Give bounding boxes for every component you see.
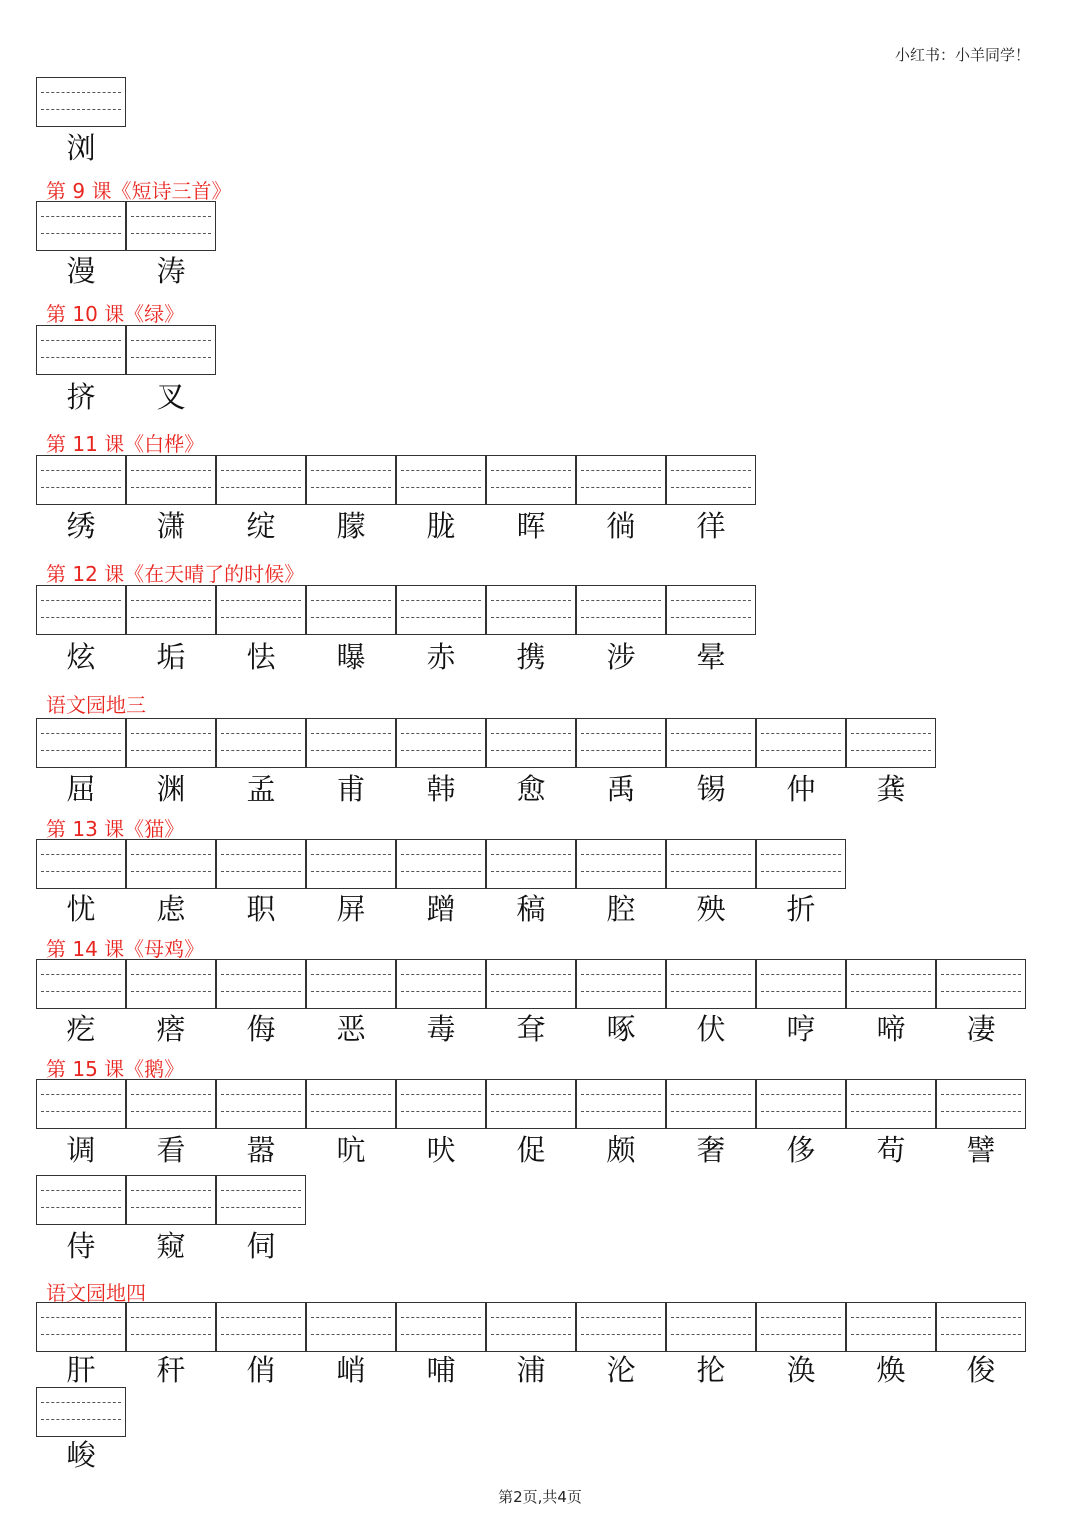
vocab-character: 窥	[156, 1229, 186, 1263]
character-row	[36, 1009, 1026, 1049]
writing-cell[interactable]	[756, 718, 846, 768]
writing-cell[interactable]	[576, 1302, 666, 1352]
writing-cell[interactable]	[126, 1302, 216, 1352]
vocab-character: 忧	[66, 892, 96, 926]
writing-cell[interactable]	[936, 959, 1026, 1009]
vocab-character: 浦	[516, 1353, 546, 1387]
vocab-character: 胧	[426, 509, 456, 543]
vocab-character: 绽	[246, 509, 276, 543]
writing-grid	[36, 959, 1026, 1009]
vocab-character: 炫	[66, 640, 96, 674]
writing-cell[interactable]	[126, 839, 216, 889]
vocab-character: 耷	[516, 1012, 546, 1046]
vocab-character: 哺	[426, 1353, 456, 1387]
vocab-character: 韩	[426, 772, 456, 806]
vocab-character: 俏	[246, 1353, 276, 1387]
vocab-character: 峻	[66, 1438, 96, 1472]
vocab-character: 毒	[426, 1012, 456, 1046]
writing-cell[interactable]	[126, 718, 216, 768]
writing-cell[interactable]	[486, 718, 576, 768]
writing-cell[interactable]	[486, 839, 576, 889]
writing-cell[interactable]	[486, 959, 576, 1009]
vocab-character: 颇	[606, 1133, 636, 1167]
vocab-character: 蹭	[426, 892, 456, 926]
writing-cell[interactable]	[756, 1302, 846, 1352]
vocab-character: 漫	[66, 254, 96, 288]
writing-cell[interactable]	[756, 839, 846, 889]
writing-cell[interactable]	[36, 839, 126, 889]
writing-grid	[36, 839, 846, 889]
writing-grid	[36, 455, 756, 505]
vocab-character: 潇	[156, 509, 186, 543]
writing-cell[interactable]	[396, 1079, 486, 1129]
vocab-character: 渊	[156, 772, 186, 806]
writing-cell[interactable]	[396, 455, 486, 505]
vocab-character: 愈	[516, 772, 546, 806]
writing-cell[interactable]	[36, 1387, 126, 1437]
vocab-character: 叉	[156, 380, 186, 414]
writing-cell[interactable]	[216, 455, 306, 505]
writing-cell[interactable]	[36, 718, 126, 768]
writing-cell[interactable]	[126, 201, 216, 251]
character-row	[36, 128, 126, 168]
writing-cell[interactable]	[936, 1079, 1026, 1129]
character-row	[36, 1226, 306, 1266]
vocab-character: 稿	[516, 892, 546, 926]
section-title: 第 15 课《鹅》	[46, 1057, 185, 1081]
vocab-character: 赤	[426, 640, 456, 674]
vocab-character: 朦	[336, 509, 366, 543]
writing-cell[interactable]	[396, 585, 486, 635]
vocab-character: 吭	[336, 1133, 366, 1167]
writing-cell[interactable]	[126, 1079, 216, 1129]
vocab-character: 侍	[66, 1229, 96, 1263]
vocab-character: 涉	[606, 640, 636, 674]
writing-cell[interactable]	[126, 325, 216, 375]
writing-cell[interactable]	[666, 1079, 756, 1129]
character-row	[36, 1435, 126, 1475]
writing-cell[interactable]	[36, 1079, 126, 1129]
writing-cell[interactable]	[486, 1079, 576, 1129]
writing-cell[interactable]	[666, 718, 756, 768]
vocab-character: 侮	[246, 1012, 276, 1046]
writing-cell[interactable]	[36, 325, 126, 375]
section-title: 第 11 课《白桦》	[46, 432, 205, 456]
writing-grid	[36, 325, 216, 375]
writing-cell[interactable]	[396, 839, 486, 889]
writing-cell[interactable]	[306, 1302, 396, 1352]
writing-cell[interactable]	[36, 201, 126, 251]
writing-grid	[36, 77, 126, 127]
vocab-character: 涛	[156, 254, 186, 288]
vocab-character: 职	[246, 892, 276, 926]
vocab-character: 譬	[966, 1133, 996, 1167]
writing-cell[interactable]	[666, 1302, 756, 1352]
vocab-character: 焕	[876, 1353, 906, 1387]
vocab-character: 啄	[606, 1012, 636, 1046]
vocab-character: 晖	[516, 509, 546, 543]
writing-cell[interactable]	[36, 585, 126, 635]
writing-cell[interactable]	[126, 585, 216, 635]
section-title: 第 12 课《在天晴了的时候》	[46, 562, 305, 586]
vocab-character: 伏	[696, 1012, 726, 1046]
vocab-character: 凄	[966, 1012, 996, 1046]
character-row	[36, 377, 216, 417]
writing-grid	[36, 1079, 1026, 1129]
vocab-character: 孟	[246, 772, 276, 806]
writing-cell[interactable]	[36, 1302, 126, 1352]
writing-cell[interactable]	[306, 1079, 396, 1129]
vocab-character: 秆	[156, 1353, 186, 1387]
vocab-character: 锡	[696, 772, 726, 806]
writing-cell[interactable]	[486, 585, 576, 635]
page-footer: 第2页,共4页	[498, 1488, 582, 1506]
writing-cell[interactable]	[576, 455, 666, 505]
writing-cell[interactable]	[396, 718, 486, 768]
vocab-character: 龚	[876, 772, 906, 806]
writing-cell[interactable]	[576, 1079, 666, 1129]
writing-cell[interactable]	[126, 1175, 216, 1225]
character-row	[36, 637, 756, 677]
writing-cell[interactable]	[216, 959, 306, 1009]
vocab-character: 调	[66, 1133, 96, 1167]
vocab-character: 曝	[336, 640, 366, 674]
vocab-character: 徉	[696, 509, 726, 543]
writing-cell[interactable]	[396, 1302, 486, 1352]
vocab-character: 嚣	[246, 1133, 276, 1167]
character-row	[36, 251, 216, 291]
writing-cell[interactable]	[36, 455, 126, 505]
writing-cell[interactable]	[846, 1302, 936, 1352]
vocab-character: 折	[786, 892, 816, 926]
vocab-character: 垢	[156, 640, 186, 674]
writing-cell[interactable]	[216, 585, 306, 635]
vocab-character: 俊	[966, 1353, 996, 1387]
writing-cell[interactable]	[756, 959, 846, 1009]
writing-cell[interactable]	[36, 77, 126, 127]
writing-cell[interactable]	[216, 1302, 306, 1352]
writing-cell[interactable]	[216, 839, 306, 889]
vocab-character: 虑	[156, 892, 186, 926]
character-row	[36, 889, 846, 929]
vocab-character: 晕	[696, 640, 726, 674]
vocab-character: 哼	[786, 1012, 816, 1046]
vocab-character: 奢	[696, 1133, 726, 1167]
writing-grid	[36, 1175, 306, 1225]
writing-cell[interactable]	[576, 839, 666, 889]
vocab-character: 屏	[336, 892, 366, 926]
vocab-character: 侈	[786, 1133, 816, 1167]
vocab-character: 腔	[606, 892, 636, 926]
writing-cell[interactable]	[756, 1079, 846, 1129]
vocab-character: 疙	[66, 1012, 96, 1046]
writing-grid	[36, 585, 756, 635]
writing-cell[interactable]	[486, 455, 576, 505]
writing-cell[interactable]	[666, 839, 756, 889]
writing-cell[interactable]	[126, 959, 216, 1009]
writing-cell[interactable]	[666, 455, 756, 505]
writing-cell[interactable]	[846, 718, 936, 768]
vocab-character: 怯	[246, 640, 276, 674]
vocab-character: 殃	[696, 892, 726, 926]
vocab-character: 甫	[336, 772, 366, 806]
writing-cell[interactable]	[666, 585, 756, 635]
vocab-character: 恶	[336, 1012, 366, 1046]
vocab-character: 携	[516, 640, 546, 674]
writing-cell[interactable]	[306, 585, 396, 635]
writing-cell[interactable]	[936, 1302, 1026, 1352]
section-title: 语文园地三	[46, 693, 146, 717]
writing-cell[interactable]	[216, 1175, 306, 1225]
section-title: 第 10 课《绿》	[46, 302, 185, 326]
writing-cell[interactable]	[846, 959, 936, 1009]
writing-cell[interactable]	[216, 718, 306, 768]
writing-cell[interactable]	[666, 959, 756, 1009]
header-note: 小红书：小羊同学！	[894, 46, 1030, 64]
writing-cell[interactable]	[306, 718, 396, 768]
character-row	[36, 1130, 1026, 1170]
vocab-character: 啼	[876, 1012, 906, 1046]
vocab-character: 沦	[606, 1353, 636, 1387]
writing-grid	[36, 718, 936, 768]
vocab-character: 肝	[66, 1353, 96, 1387]
writing-cell[interactable]	[576, 718, 666, 768]
section-title: 语文园地四	[46, 1281, 146, 1305]
writing-cell[interactable]	[576, 959, 666, 1009]
vocab-character: 涣	[786, 1353, 816, 1387]
vocab-character: 伺	[246, 1229, 276, 1263]
section-title: 第 13 课《猫》	[46, 817, 185, 841]
vocab-character: 看	[156, 1133, 186, 1167]
vocab-character: 绣	[66, 509, 96, 543]
vocab-character: 仲	[786, 772, 816, 806]
vocab-character: 瘩	[156, 1012, 186, 1046]
writing-cell[interactable]	[486, 1302, 576, 1352]
writing-grid	[36, 201, 216, 251]
vocab-character: 屈	[66, 772, 96, 806]
vocab-character: 禹	[606, 772, 636, 806]
section-title: 第 14 课《母鸡》	[46, 937, 205, 961]
writing-cell[interactable]	[36, 959, 126, 1009]
writing-cell[interactable]	[306, 839, 396, 889]
vocab-character: 苟	[876, 1133, 906, 1167]
character-row	[36, 506, 756, 546]
writing-cell[interactable]	[126, 455, 216, 505]
section-title: 第 9 课《短诗三首》	[46, 179, 232, 203]
vocab-character: 促	[516, 1133, 546, 1167]
vocab-character: 挤	[66, 380, 96, 414]
writing-cell[interactable]	[396, 959, 486, 1009]
writing-cell[interactable]	[846, 1079, 936, 1129]
vocab-character: 吠	[426, 1133, 456, 1167]
vocab-character: 抡	[696, 1353, 726, 1387]
vocab-character: 浏	[66, 131, 96, 165]
writing-cell[interactable]	[216, 1079, 306, 1129]
vocab-character: 徜	[606, 509, 636, 543]
character-row	[36, 1350, 1026, 1390]
writing-cell[interactable]	[36, 1175, 126, 1225]
writing-cell[interactable]	[576, 585, 666, 635]
writing-cell[interactable]	[306, 959, 396, 1009]
writing-cell[interactable]	[306, 455, 396, 505]
vocab-character: 峭	[336, 1353, 366, 1387]
character-row	[36, 769, 936, 809]
writing-grid	[36, 1302, 1026, 1352]
writing-grid	[36, 1387, 126, 1437]
